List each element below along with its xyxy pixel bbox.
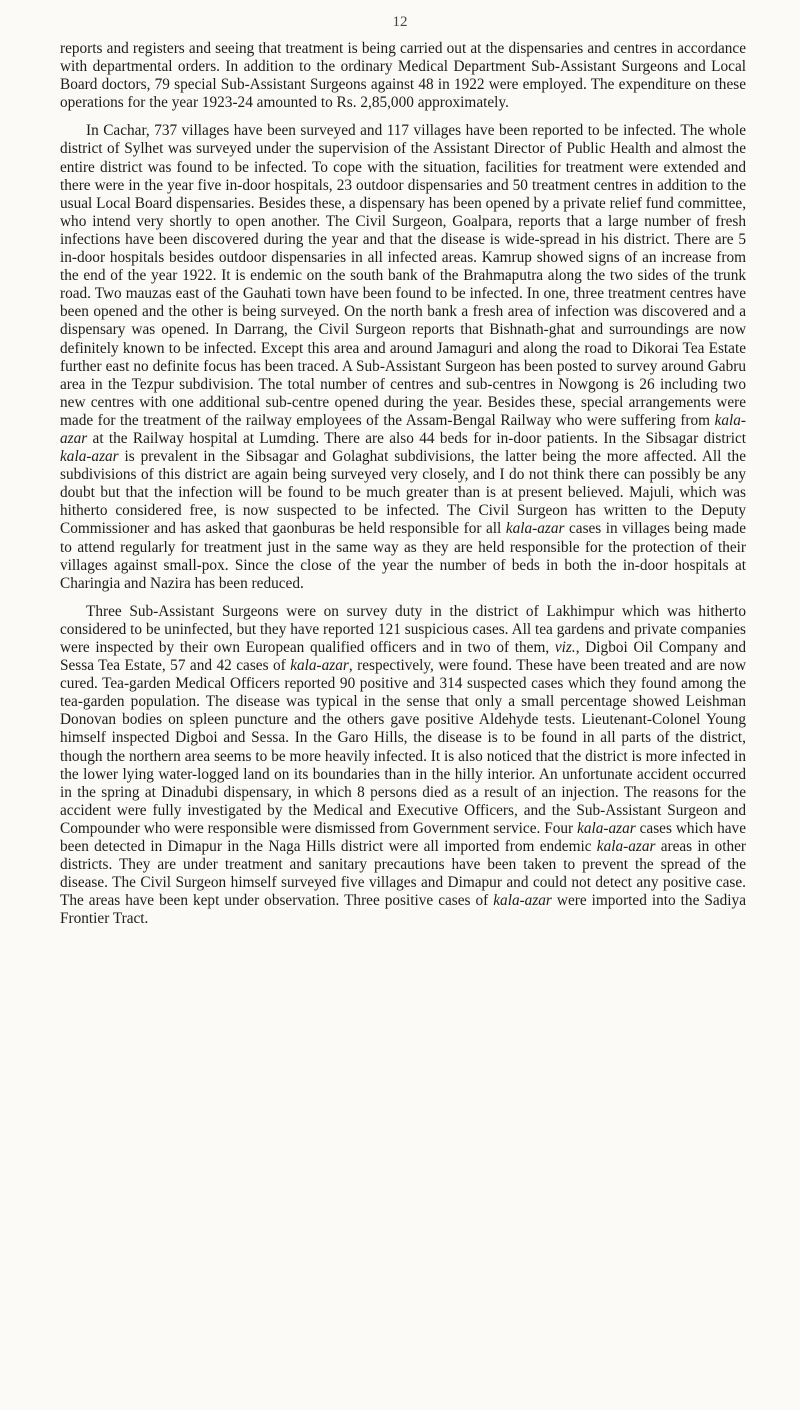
text-run: cases in villages being made to attend regularly for treatment just in the same way as they are held responsible for the protection of their villages against small-pox. Since the close of the year the number of beds in both the in-door hospitals at Charingia and Nazira has been reduced. [60, 520, 746, 592]
page-number: 12 [392, 14, 408, 30]
text-run: , respectively, were found. These have been treated and are now cured. Tea-garden Medical Officers reported 90 positive and 314 suspected cases which they found among the tea-garden population. The disease was typical in the sense that only a small percentage showed Leishman Donovan bodies on spleen puncture and the others gave positive Aldehyde tests. Lieutenant-Colonel Young himself inspected Digboi and Sessa. In the Garo Hills, the disease is to be found in all parts of the district, though the northern area seems to be more heavily infected. It is also noticed that the district is more infected in the lower lying water-logged land on its boundaries than in the hilly interior. An unfortunate accident occurred in the spring at Dinadubi dispensary, in which 8 persons died as a result of an injection. The reasons for the accident were fully investigated by the Medical and Executive Officers, and the Sub-Assistant Surgeon and Compounder who were responsible were dismissed from Government service. Four [60, 657, 747, 837]
text-run: reports and registers and seeing that treatment is being carried out at the dispensaries and centres in accordance with departmental orders. In addition to the ordinary Medical Department Sub-Assistant Surgeons and Local Board doctors, 79 special Sub-Assistant Surgeons against 48 in 1922 were employed. The expenditure on these operations for the year 1923-24 amounted to Rs. 2,85,000 approximately. [60, 40, 746, 112]
text-run: Three Sub-Assistant Surgeons were on survey duty in the district of Lakhimpur which was hitherto considered to be uninfected, but they have reported 121 suspicious cases. All tea gardens and private companies were inspected by their own European qualified officers and in two of them, [60, 602, 746, 656]
text-run: is prevalent in the Sibsagar and Golaghat subdivisions, the latter being the more affected. All the subdivisions of this district are again being surveyed very closely, and I do not think there can possibly be any doubt but that the infection will be found to be much greater than is at present believed. Majuli, which was hitherto considered free, is now suspected to be infected. The Civil Surgeon has written to the Deputy Commissioner and has asked that gaonburas be held responsible for all [60, 448, 746, 538]
text-run: were imported into the Sadiya Frontier Tract. [60, 892, 746, 928]
italic-term: kala-azar [60, 411, 746, 447]
italic-term: kala-azar [60, 448, 119, 466]
italic-term: kala-azar [493, 892, 552, 910]
text-run: cases which have been detected in Dimapur in the Naga Hills district were all imported from endemic [60, 819, 746, 856]
paragraph-3 [60, 603, 746, 929]
text-run: In Cachar, 737 villages have been surveyed and 117 villages have been reported to be infected. The whole district of Sylhet was surveyed under the supervision of the Assistant Director of Public Health and almost the entire district was found to be infected. To cope with the situation, facilities for treatment were extended and there were in the year five in-door hospitals, 23 outdoor dispensaries and 50 treatment centres in addition to the usual Local Board dispensaries. Besides these, a dispensary has been opened by a private relief fund committee, who intend very shortly to open another. The Civil Surgeon, Goalpara, reports that a large number of fresh infections have been discovered during the year and that the disease is wide-spread in his district. There are 5 in-door hospitals besides outdoor dispensaries in all infected areas. Kamrup showed signs of an increase from the end of the year 1922. It is endemic on the south bank of the Brahmaputra along the two sides of the trunk road. Two mauzas east of the Gauhati town have been found to be infected. In one, three treatment centres have been opened and the other is being surveyed. On the north bank a fresh area of infection was discovered and a dispensary was opened. In Darrang, the Civil Surgeon reports that Bishnath-ghat and surroundings are now definitely known to be infected. Except this area and around Jamaguri and along the road to Dikorai Tea Estate further east no definite focus has been traced. A Sub-Assistant Surgeon has been posted to survey around Gabru area in the Tezpur subdivision. The total number of centres and sub-centres in Nowgong is 26 including two new centres with one additional sub-centre opened during the year. Besides these, special arrangements were made for the treatment of the railway employees of the Assam-Bengal Railway who were suffering from [60, 122, 747, 429]
text-run: , Digboi Oil Company and Sessa Tea Estate, 57 and 42 cases of [60, 639, 746, 675]
italic-term: kala-azar [596, 838, 656, 856]
italic-term: viz. [554, 639, 576, 656]
paragraph-1 [60, 40, 746, 112]
text-run: areas in other districts. They are under treatment and sanitary precautions have been taken to prevent the spread of the disease. The Civil Surgeon himself surveyed five villages and Dimapur and could not detect any positive case. The areas have been kept under observation. Three positive cases of [60, 838, 746, 910]
italic-term: kala-azar [290, 657, 349, 675]
document-body [60, 40, 746, 939]
italic-term: kala-azar [505, 520, 565, 538]
text-run: at the Railway hospital at Lumding. There are also 44 beds for in-door patients. In the Sibsagar district [87, 429, 746, 447]
paragraph-2 [60, 122, 746, 592]
italic-term: kala-azar [577, 819, 636, 837]
